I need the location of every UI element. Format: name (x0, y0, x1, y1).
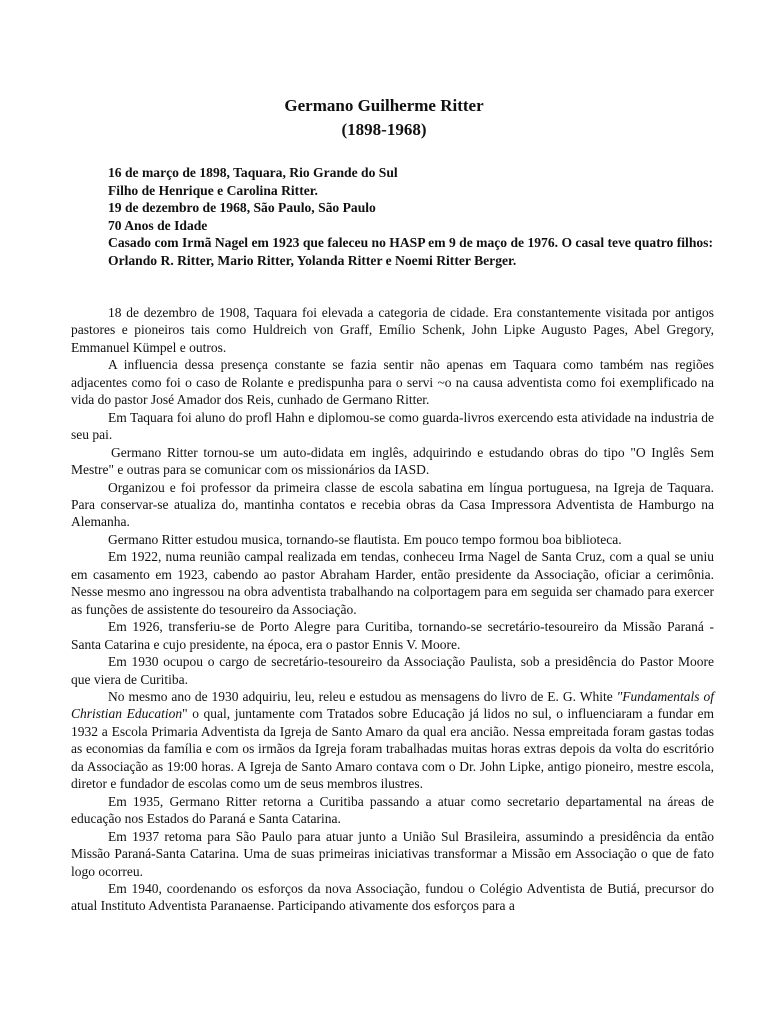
fact-age: 70 Anos de Idade (108, 217, 208, 233)
fact-parents: Filho de Henrique e Carolina Ritter. (108, 182, 318, 198)
paragraph: Em 1926, transferiu-se de Porto Alegre para Curitiba, tornando-se secretário-tesoureiro da Missão Paraná - Santa Catarina e cujo presidente, na época, era o pastor Ennis V. Moore. (71, 619, 714, 652)
document-body (71, 304, 714, 915)
title-years: (1898-1968) (341, 120, 427, 139)
white-text-after: " o qual, juntamente com Tratados sobre Educação já lidos no sul, o influenciaram a fundar em 1932 a Escola Primaria Adventista da Igreja de Santo Amaro da qual era ancião. Nessa empreitada foram gastas todas as economias da família e com os irmãos da Igreja foram trabalhadas muitas horas extras depois da volta do escritório da Associação as 19:00 horas. A Igreja de Santo Amaro contava com o Dr. John Lipke, antigo pioneiro, mestre escola, diretor e fundador de escolas como um de seus membros ilustres. (71, 706, 714, 792)
fact-birth: 16 de março de 1898, Taquara, Rio Grande do Sul (108, 165, 398, 180)
fact-death: 19 de dezembro de 1968, São Paulo, São Paulo (108, 200, 376, 216)
paragraph: A influencia dessa presença constante se fazia sentir não apenas em Taquara como também nas regiões adjacentes como foi o caso de Rolante e predispunha para o servi ~o na causa adventista como foi exemplificado na vida do pastor José Amador dos Reis, cunhado de Germano Ritter. (71, 357, 714, 408)
paragraph: Germano Ritter estudou musica, tornando-se flautista. Em pouco tempo formou boa biblioteca. (108, 531, 622, 547)
paragraph: Em 1935, Germano Ritter retorna a Curitiba passando a atuar como secretario departamental na áreas de educação nos Estados do Paraná e Santa Catarina. (71, 793, 714, 827)
paragraph: Em Taquara foi aluno do profl Hahn e diplomou-se como guarda-livros exercendo esta atividade na industria de seu pai. (71, 409, 714, 443)
title-name: Germano Guilherme Ritter (284, 96, 484, 115)
paragraph: Em 1922, numa reunião campal realizada em tendas, conheceu Irma Nagel de Santa Cruz, com a qual se uniu em casamento em 1923, cabendo ao pastor Abraham Harder, então presidente da Associação, oficiar a cerimônia. Nesse mesmo ano ingressou na obra adventista trabalhando na colportagem para em seguida ser chamado para exercer as funções de assistente do tesoureiro da Associação. (71, 549, 714, 617)
book-title-italic: "Fundamentals of Christian Education (71, 688, 714, 722)
document-title (0, 94, 768, 142)
paragraph-white (71, 688, 714, 793)
biographical-facts (71, 164, 716, 270)
paragraph: Em 1937 retoma para São Paulo para atuar junto a União Sul Brasileira, assumindo a presidência da então Missão Paraná-Santa Catarina. Uma de suas primeiras iniciativas transformar a Missão em Associação o que de fato logo ocorreu. (71, 828, 714, 879)
paragraph: 18 de dezembro de 1908, Taquara foi elevada a categoria de cidade. Era constantemente visitada por antigos pastores e pioneiros tais como Huldreich von Graff, Emílio Schenk, John Lipke Augusto Pages, Abel Gregory, Emmanuel Kümpel e outros. (71, 305, 714, 355)
paragraph: Germano Ritter tornou-se um auto-didata em inglês, adquirindo e estudando obras do tipo "O Inglês Sem Mestre" e outras para se comunicar com os missionários da IASD. (71, 444, 714, 478)
paragraph: Em 1930 ocupou o cargo de secretário-tesoureiro da Associação Paulista, sob a presidência do Pastor Moore que viera de Curitiba. (71, 654, 714, 687)
fact-marriage: Casado com Irmã Nagel em 1923 que faleceu no HASP em 9 de maço de 1976. O casal teve quatro filhos: (108, 235, 713, 251)
paragraph: Organizou e foi professor da primeira classe de escola sabatina em língua portuguesa, na Igreja de Taquara. Para conservar-se atualiza do, mantinha contatos e recebia obras da Casa Impressora Adventista de Hamburgo na Alemanha. (71, 479, 714, 530)
fact-children: Orlando R. Ritter, Mario Ritter, Yolanda Ritter e Noemi Ritter Berger. (108, 252, 517, 268)
white-text-before: No mesmo ano de 1930 adquiriu, leu, releu e estudou as mensagens do livro de E. G. White (108, 688, 617, 704)
paragraph: Em 1940, coordenando os esforços da nova Associação, fundou o Colégio Adventista de Butiá, precursor do atual Instituto Adventista Paranaense. Participando ativamente dos esforços para a (71, 880, 714, 914)
